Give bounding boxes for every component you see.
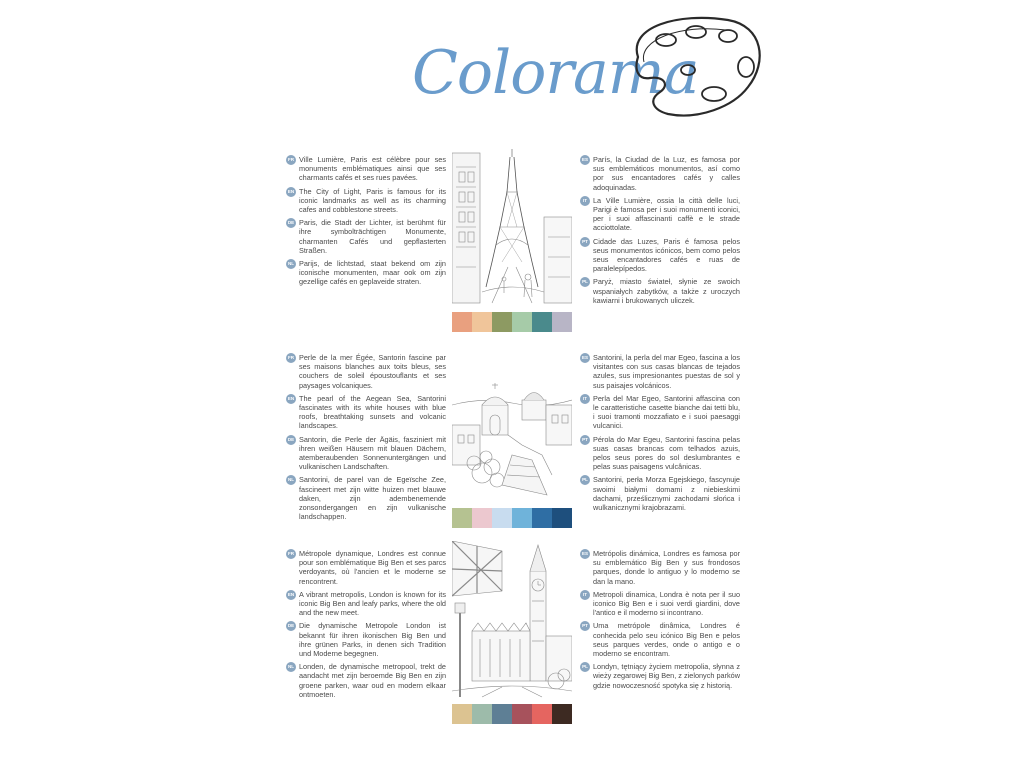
language-badge: PT [580,435,590,445]
language-badge: IT [580,590,590,600]
language-badge: NL [286,259,296,269]
color-swatch [552,704,572,724]
entry-pl [580,277,740,305]
color-swatch [452,312,472,332]
color-swatch [472,508,492,528]
entry-fr [286,353,446,390]
entry-de [286,621,446,658]
color-swatch-row [452,704,572,724]
text-column-right [580,353,740,516]
entry-en [286,590,446,618]
eiffel-tower-illustration [452,147,572,305]
entry-text: Londen, de dynamische metropool, trekt de aandacht met zijn beroemde Big Ben en zijn groene parken, waar oud en modern elkaar ontmoeten. [299,662,446,699]
entry-text: Métropole dynamique, Londres est connue pour son emblématique Big Ben et ses parcs verdoyants, où l'ancien et le moderne se rencontrent. [299,549,446,586]
entry-text: Perla del Mar Egeo, Santorini affascina con le caratteristiche casette bianche dai tetti blu, i suoi tramonti mozzafiato e i suoi paesaggi vulcanici. [593,393,740,431]
color-swatch [552,312,572,332]
color-swatch [492,704,512,724]
language-badge: IT [580,196,590,206]
entry-text: Santorini, perła Morza Egejskiego, fascynuje swoimi białymi domami z niebieskimi dachami, prześlicznymi zachodami słońca i wulkanicznymi krajobrazami. [593,475,740,513]
entry-nl [286,662,446,699]
text-column-right [580,549,740,694]
entry-nl [286,475,446,521]
entry-text: Santorini, la perla del mar Egeo, fascina a los visitantes con sus casas blancas de tejados azules, sus impresionantes puestas de sol y sus paisajes volcánicos. [593,353,740,390]
color-swatch [492,312,512,332]
language-badge: NL [286,662,296,672]
entry-text: The pearl of the Aegean Sea, Santorini fascinates with its white houses with blue roofs, breathtaking sunsets and volcanic landscapes. [299,393,446,431]
color-swatch [532,704,552,724]
entry-text: Parijs, de lichtstad, staat bekend om zijn iconische monumenten, maar ook om zijn gezellige cafés en geplaveide straten. [299,259,446,287]
entry-pl [580,662,740,690]
color-swatch [452,704,472,724]
language-badge: PT [580,237,590,247]
entry-text: Perle de la mer Égée, Santorin fascine par ses maisons blanches aux toits bleus, ses couchers de soleil époustouflants et ses paysages volcaniques. [299,353,446,390]
entry-text: Santorin, die Perle der Ägäis, fasziniert mit ihren weißen Häusern mit blauen Dächern, atemberaubenden Sonnenuntergängen und vulkanischen Landschaften. [299,434,446,472]
language-badge: IT [580,394,590,404]
language-badge: EN [286,394,296,404]
color-swatch [512,508,532,528]
entry-text: Pérola do Mar Egeu, Santorini fascina pelas suas casas brancas com telhados azuis, pelos seus pores do sol deslumbrantes e pelas suas paisagens vulcânicas. [593,434,740,472]
entry-text: Uma metrópole dinâmica, Londres é conhecida pelo seu icónico Big Ben e pelos seus parques verdes, onde o antigo e o moderno se encontram. [593,621,740,659]
language-badge: PT [580,621,590,631]
entry-es [580,549,740,586]
entry-de [286,218,446,255]
brand-title: Colorama [412,38,699,108]
paint-palette-icon [618,12,768,122]
color-swatch [452,508,472,528]
entry-es [580,353,740,390]
text-column-left [286,353,446,525]
entry-it [580,196,740,233]
text-column-left [286,549,446,703]
entry-fr [286,155,446,183]
language-badge: FR [286,353,296,363]
language-badge: FR [286,549,296,559]
entry-pt [580,435,740,472]
entry-nl [286,259,446,287]
color-swatch [512,312,532,332]
color-swatch [472,704,492,724]
color-swatch [512,704,532,724]
language-badge: DE [286,621,296,631]
language-badge: NL [286,475,296,485]
language-badge: PL [580,475,590,485]
entry-text: The City of Light, Paris is famous for its iconic landmarks as well as its charming cafes and cobblestone streets. [299,186,446,215]
entry-text: La Ville Lumière, ossia la città delle luci, Parigi è famosa per i suoi monumenti iconici, per i suoi affascinanti caffè e le strade acciottolate. [593,195,740,233]
entry-text: Cidade das Luzes, Paris é famosa pelos seus monumentos icónicos, bem como pelos seus encantadores cafés e ruas de paralelepípedos. [593,236,740,274]
entry-it [580,394,740,431]
text-column-right [580,155,740,309]
color-swatch-row [452,312,572,332]
language-badge: DE [286,435,296,445]
entry-en [286,394,446,431]
language-badge: ES [580,155,590,165]
big-ben-illustration [452,541,572,699]
language-badge: FR [286,155,296,165]
entry-fr [286,549,446,586]
entry-text: Die dynamische Metropole London ist bekannt für ihren ikonischen Big Ben und ihre grünen Parks, in denen sich Tradition und Moderne begegnen. [299,621,446,659]
language-badge: EN [286,187,296,197]
entry-pt [580,621,740,658]
entry-text: Ville Lumière, Paris est célèbre pour ses monuments emblématiques ainsi que ses charmants cafés et ses rues pavées. [299,155,446,183]
santorini-illustration [452,345,572,503]
entry-text: París, la Ciudad de la Luz, es famosa por sus emblemáticos monumentos, así como por sus encantadores cafés y calles adoquinadas. [593,155,740,192]
entry-en [286,187,446,215]
color-swatch [472,312,492,332]
entry-pt [580,237,740,274]
language-badge: EN [286,590,296,600]
entry-text: A vibrant metropolis, London is known for its iconic Big Ben and leafy parks, where the old and the new meet. [299,589,446,618]
color-swatch-row [452,508,572,528]
language-badge: PL [580,277,590,287]
entry-text: Metropoli dinamica, Londra è nota per il suo iconico Big Ben e i suoi verdi giardini, dove l'antico e il moderno si incontrano. [593,589,740,618]
color-swatch [492,508,512,528]
entry-pl [580,475,740,512]
color-swatch [532,508,552,528]
language-badge: DE [286,218,296,228]
color-swatch [552,508,572,528]
text-column-left [286,155,446,291]
color-swatch [532,312,552,332]
language-badge: ES [580,549,590,559]
entry-text: Metrópolis dinámica, Londres es famosa por su emblemático Big Ben y sus frondosos parques, donde lo antiguo y lo moderno se dan la mano. [593,549,740,586]
entry-text: Santorini, de parel van de Egeïsche Zee, fascineert met zijn witte huizen met blauwe daken, zijn adembenemende zonsondergangen en zijn vulkanische landschappen. [299,475,446,522]
entry-it [580,590,740,618]
entry-text: Paryż, miasto świateł, słynie ze swoich wspaniałych zabytków, a także z uroczych kawiarni i brukowanych uliczek. [593,277,740,305]
entry-de [286,435,446,472]
entry-es [580,155,740,192]
entry-text: Paris, die Stadt der Lichter, ist berühmt für ihre symbolträchtigen Monumente, charmanten Cafés und gepflasterten Straßen. [299,218,446,255]
language-badge: ES [580,353,590,363]
language-badge: PL [580,662,590,672]
entry-text: Londyn, tętniący życiem metropolia, słynna z wieży zegarowej Big Ben, z zielonych parków gdzie nowoczesność spotyka się z historią. [593,662,740,690]
